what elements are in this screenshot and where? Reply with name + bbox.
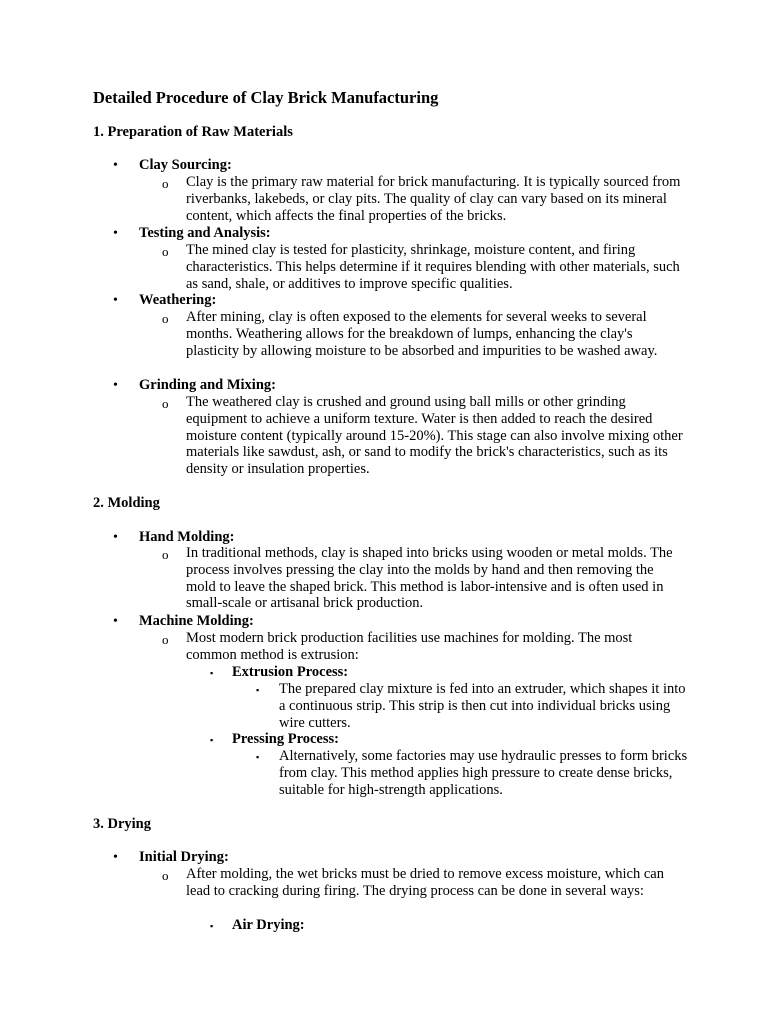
item-label-weathering: Weathering: [139,292,217,308]
bullet-icon: • [113,158,118,173]
item-label-hand-molding: Hand Molding: [139,529,235,545]
subitem-label-extrusion: Extrusion Process: [232,664,349,680]
square-bullet-icon: ▪ [256,752,260,762]
item-text-testing: The mined clay is tested for plasticity, shrinkage, moisture content, and firing characteristics. This helps determine if it requires blending with other materials, such as sand, shale, or additives to improve specific qualities. [186,242,680,292]
item-text-grinding: The weathered clay is crushed and ground using ball mills or other grinding equipment to achieve a uniform texture. Water is then added to reach the desired moisture content (typically around 15-20%). This stage can also involve mixing other materials like sawdust, ash, or sand to modify the brick's characteristics, such as its density or insulation properties. [186,394,683,478]
item-label-initial-drying: Initial Drying: [139,849,229,865]
bullet-icon: • [113,614,118,629]
item-text-machine-molding: Most modern brick production facilities use machines for molding. The most common method is extrusion: [186,630,633,663]
item-label-clay-sourcing: Clay Sourcing: [139,157,232,173]
square-bullet-icon: ▪ [256,685,260,695]
square-bullet-icon: ▪ [210,668,214,678]
circle-bullet-icon: o [162,176,169,191]
square-bullet-icon: ▪ [210,921,214,931]
bullet-icon: • [113,530,118,545]
bullet-icon: • [113,378,118,393]
section-heading-drying: 3. Drying [93,816,151,832]
circle-bullet-icon: o [162,868,169,883]
document-title: Detailed Procedure of Clay Brick Manufacturing [93,88,439,107]
bullet-icon: • [113,293,118,308]
bullet-icon: • [113,850,118,865]
section-heading-molding: 2. Molding [93,495,160,511]
subitem-text-pressing: Alternatively, some factories may use hydraulic presses to form bricks from clay. This method applies high pressure to create dense bricks, suitable for high-strength applications. [279,748,688,798]
circle-bullet-icon: o [162,244,169,259]
circle-bullet-icon: o [162,632,169,647]
item-text-hand-molding: In traditional methods, clay is shaped into bricks using wooden or metal molds. The process involves pressing the clay into the molds by hand and then removing the mold to leave the shaped brick. This method is labor-intensive and is often used in small-scale or artisanal brick production. [186,545,673,612]
bullet-icon: • [113,226,118,241]
item-text-initial-drying: After molding, the wet bricks must be dried to remove excess moisture, which can lead to cracking during firing. The drying process can be done in several ways: [186,866,664,899]
subitem-text-extrusion: The prepared clay mixture is fed into an extruder, which shapes it into a continuous strip. This strip is then cut into individual bricks using wire cutters. [279,681,686,731]
item-label-testing: Testing and Analysis: [139,225,271,241]
item-text-clay-sourcing: Clay is the primary raw material for brick manufacturing. It is typically sourced from riverbanks, lakebeds, or clay pits. The quality of clay can vary based on its mineral content, which affects the final properties of the bricks. [186,174,681,224]
circle-bullet-icon: o [162,547,169,562]
item-text-weathering: After mining, clay is often exposed to the elements for several weeks to several months. Weathering allows for the breakdown of lumps, enhancing the clay's plasticity by allowing moisture to be absorbed and impurities to be washed away. [186,309,658,359]
subitem-label-air-drying: Air Drying: [232,917,305,933]
square-bullet-icon: ▪ [210,735,214,745]
section-heading-preparation: 1. Preparation of Raw Materials [93,124,293,140]
circle-bullet-icon: o [162,396,169,411]
circle-bullet-icon: o [162,311,169,326]
subitem-label-pressing: Pressing Process: [232,731,339,747]
item-label-grinding: Grinding and Mixing: [139,377,276,393]
item-label-machine-molding: Machine Molding: [139,613,254,629]
